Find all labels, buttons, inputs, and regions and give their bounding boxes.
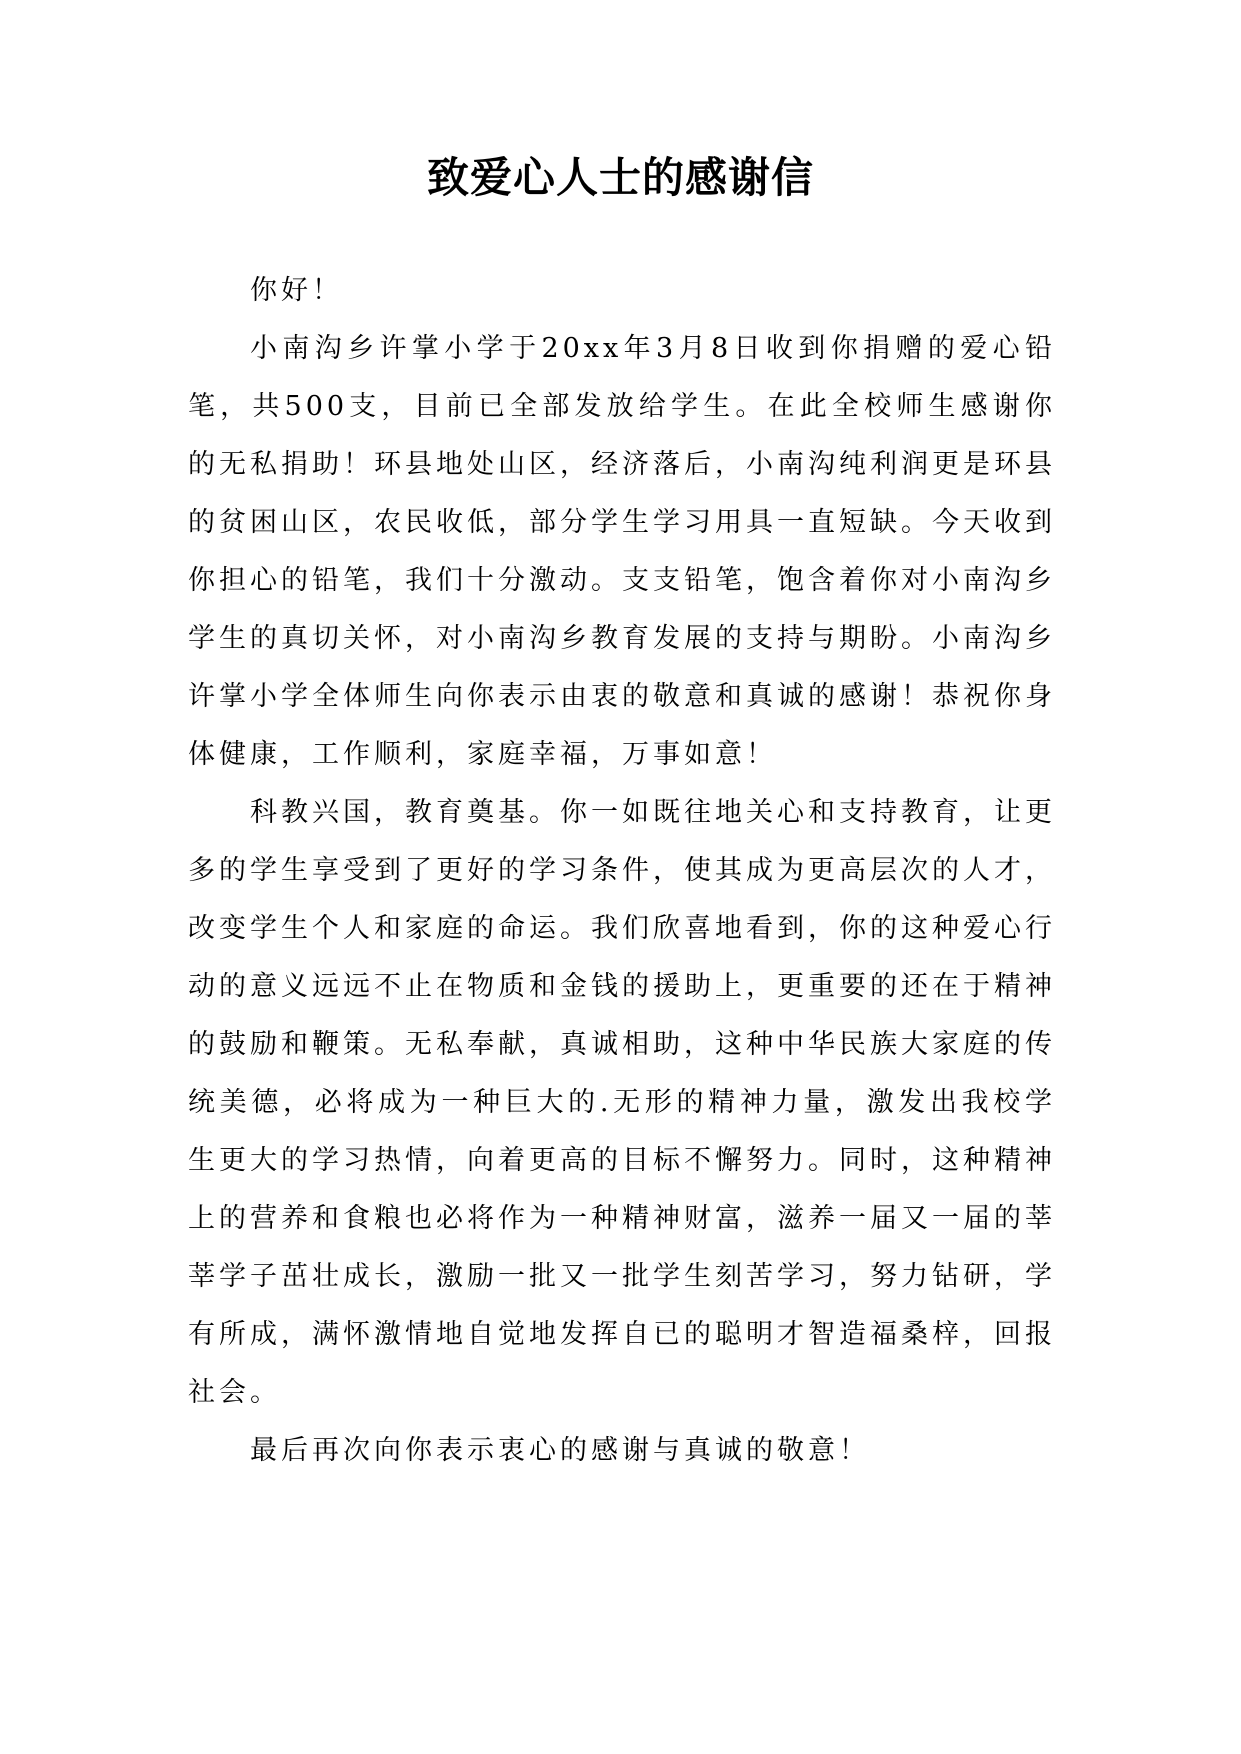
paragraph-2: 科教兴国，教育奠基。你一如既往地关心和支持教育，让更多的学生享受到了更好的学习条件，使其成为更高层次的人才，改变学生个人和家庭的命运。我们欣喜地看到，你的这种爱心行动的意义远远不止在物质和金钱的援助上，更重要的还在于精神的鼓励和鞭策。无私奉献，真诚相助，这种中华民族大家庭的传统美德，必将成为一种巨大的.无形的精神力量，激发出我校学生更大的学习热情，向着更高的目标不懈努力。同时，这种精神上的营养和食粮也必将作为一种精神财富，滋养一届又一届的莘莘学子茁壮成长，激励一批又一批学生刻苦学习，努力钻研，学有所成，满怀激情地自觉地发挥自已的聪明才智造福桑梓，回报社会。 — [188, 797, 1056, 1408]
closing-paragraph: 最后再次向你表示衷心的感谢与真诚的敬意！ — [250, 1435, 870, 1466]
document-title: 致爱心人士的感谢信 — [426, 153, 814, 202]
paragraph-1: 小南沟乡许掌小学于20xx年3月8日收到你捐赠的爱心铅笔，共500支，目前已全部发放给学生。在此全校师生感谢你的无私捐助！环县地处山区，经济落后，小南沟纯利润更是环县的贫困山区，农民收低，部分学生学习用具一直短缺。今天收到你担心的铅笔，我们十分激动。支支铅笔，饱含着你对小南沟乡学生的真切关怀，对小南沟乡教育发展的支持与期盼。小南沟乡许掌小学全体师生向你表示由衷的敬意和真诚的感谢！恭祝你身体健康，工作顺利，家庭幸福，万事如意！ — [188, 333, 1056, 770]
salutation: 你好！ — [250, 275, 343, 306]
letter-body — [188, 262, 1056, 1480]
